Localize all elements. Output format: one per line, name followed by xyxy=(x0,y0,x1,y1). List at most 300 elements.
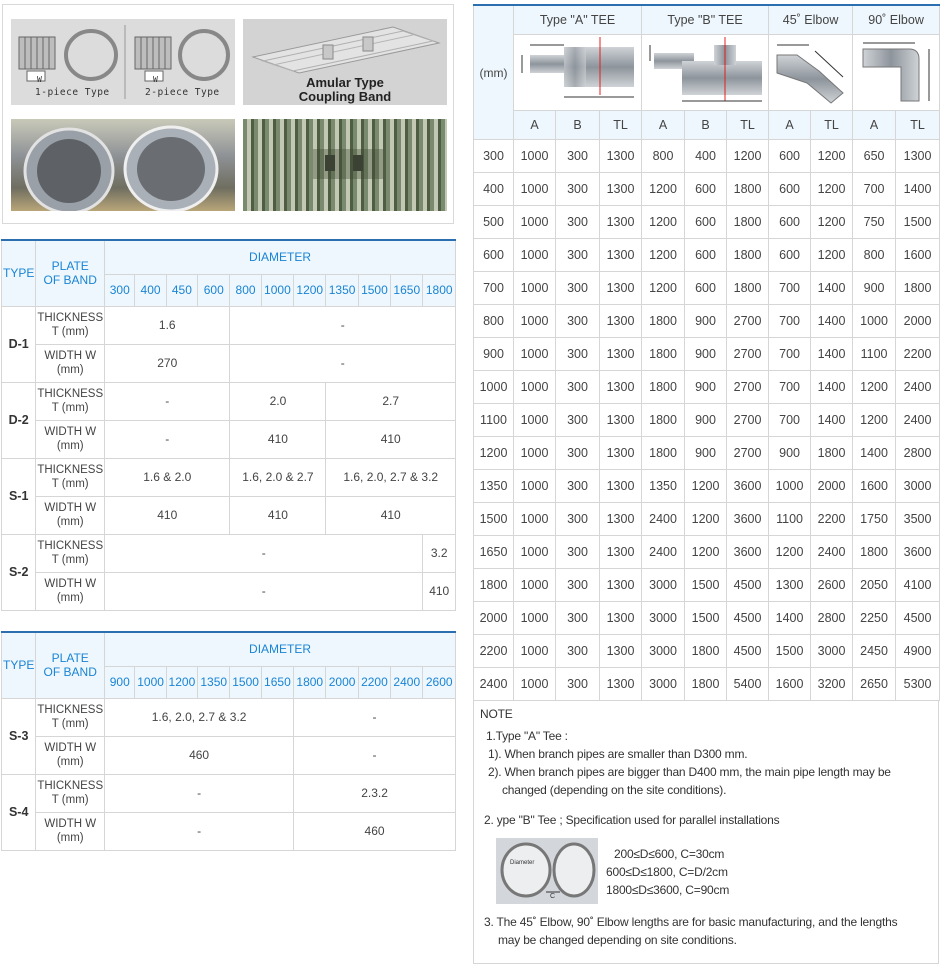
dimension-row xyxy=(474,239,940,272)
dimension-rows xyxy=(474,140,940,701)
dimension-value-cell: 900 xyxy=(853,272,896,305)
dimension-value-cell: 300 xyxy=(556,569,600,602)
diameter-col: 1800 xyxy=(423,274,456,306)
unit-label: (mm) xyxy=(474,5,514,140)
dimension-value-cell: 2000 xyxy=(811,470,853,503)
pipe-diameter-cell: 1500 xyxy=(474,503,514,536)
dimension-value-cell: 1000 xyxy=(514,602,556,635)
diameter-col: 1500 xyxy=(358,274,390,306)
dimension-row xyxy=(474,470,940,503)
dimension-value-cell: 4100 xyxy=(896,569,940,602)
dimension-value-cell: 1300 xyxy=(600,239,642,272)
dimension-value-cell: 1400 xyxy=(769,602,811,635)
sub-header: A xyxy=(853,111,896,140)
dimension-value-cell: 1400 xyxy=(811,272,853,305)
dimension-value-cell: 1500 xyxy=(685,602,727,635)
dimension-value-cell: 2400 xyxy=(642,503,685,536)
note-item-1-1: 1). When branch pipes are smaller than D300 mm. xyxy=(488,747,748,761)
dimension-value-cell: 800 xyxy=(642,140,685,173)
dimension-value-cell: 2000 xyxy=(896,305,940,338)
dimension-value-cell: 300 xyxy=(556,173,600,206)
diameter-col: 1200 xyxy=(294,274,326,306)
dimension-value-cell: 1800 xyxy=(685,635,727,668)
dimension-value-cell: 700 xyxy=(769,371,811,404)
diameter-col: 2600 xyxy=(423,666,456,698)
coupling-spec-table-2 xyxy=(1,631,456,851)
dimension-value-cell: 2700 xyxy=(727,338,769,371)
dimension-value-cell: 300 xyxy=(556,305,600,338)
spec-value: - xyxy=(105,420,230,458)
diameter-col: 600 xyxy=(198,274,230,306)
amular-coupling-photo xyxy=(243,19,447,105)
spec-value: 460 xyxy=(105,736,294,774)
dimension-row xyxy=(474,173,940,206)
dimension-value-cell: 300 xyxy=(556,602,600,635)
spec-value: - xyxy=(105,534,423,572)
pipe-diameter-cell: 300 xyxy=(474,140,514,173)
spec-value: 410 xyxy=(423,572,456,610)
dimension-value-cell: 2700 xyxy=(727,404,769,437)
dimension-value-cell: 1800 xyxy=(642,371,685,404)
spec-value: 1.6, 2.0, 2.7 & 3.2 xyxy=(326,458,456,496)
dimension-value-cell: 1300 xyxy=(600,503,642,536)
dimension-value-cell: 1800 xyxy=(642,437,685,470)
pipe-diameter-cell: 700 xyxy=(474,272,514,305)
spec-value: 2.0 xyxy=(230,382,326,420)
dimension-value-cell: 1500 xyxy=(685,569,727,602)
dimension-value-cell: 1400 xyxy=(811,338,853,371)
spec-value: - xyxy=(230,306,456,344)
dimension-value-cell: 3000 xyxy=(642,668,685,701)
elbow-90-figure xyxy=(853,35,940,111)
dimension-value-cell: 600 xyxy=(685,173,727,206)
dimension-value-cell: 2250 xyxy=(853,602,896,635)
sub-header: TL xyxy=(600,111,642,140)
thickness-label: THICKNESS T (mm) xyxy=(36,534,105,572)
dimension-value-cell: 650 xyxy=(853,140,896,173)
coupling-installed-photo xyxy=(243,119,447,211)
type-a-tee-header: Type "A" TEE xyxy=(514,5,642,35)
dimension-value-cell: 3000 xyxy=(811,635,853,668)
dimension-row xyxy=(474,503,940,536)
dimension-value-cell: 5400 xyxy=(727,668,769,701)
thickness-label: THICKNESS T (mm) xyxy=(36,306,105,344)
width-label: WIDTH W (mm) xyxy=(36,572,105,610)
dimension-value-cell: 1350 xyxy=(642,470,685,503)
elbow-45-drawing xyxy=(769,35,853,107)
dimension-value-cell: 750 xyxy=(853,206,896,239)
dimension-value-cell: 1000 xyxy=(514,536,556,569)
product-photo-panel xyxy=(2,4,454,224)
dimension-row xyxy=(474,206,940,239)
diameter-col: 1650 xyxy=(261,666,293,698)
diameter-col: 900 xyxy=(105,666,135,698)
type-s3: S-3 xyxy=(2,698,36,774)
pipe-diameter-cell: 500 xyxy=(474,206,514,239)
dimension-value-cell: 1000 xyxy=(853,305,896,338)
spec-value: - xyxy=(105,382,230,420)
dimension-value-cell: 1300 xyxy=(600,173,642,206)
dimension-value-cell: 1000 xyxy=(514,140,556,173)
dimension-value-cell: 1300 xyxy=(600,371,642,404)
dimension-value-cell: 1000 xyxy=(514,173,556,206)
dimension-value-cell: 3600 xyxy=(727,536,769,569)
dimension-value-cell: 1300 xyxy=(600,602,642,635)
dimension-value-cell: 1800 xyxy=(685,668,727,701)
dimension-value-cell: 1000 xyxy=(514,404,556,437)
dimension-value-cell: 1400 xyxy=(811,404,853,437)
dimension-value-cell: 3000 xyxy=(642,635,685,668)
dimension-value-cell: 1100 xyxy=(769,503,811,536)
dimension-row xyxy=(474,305,940,338)
dimension-row xyxy=(474,635,940,668)
dimension-value-cell: 800 xyxy=(853,239,896,272)
dimension-value-cell: 300 xyxy=(556,338,600,371)
dimension-value-cell: 1300 xyxy=(600,206,642,239)
dimension-value-cell: 1400 xyxy=(811,305,853,338)
dimension-value-cell: 4900 xyxy=(896,635,940,668)
dimension-value-cell: 2050 xyxy=(853,569,896,602)
sub-header: TL xyxy=(896,111,940,140)
pipe-diameter-cell: 1100 xyxy=(474,404,514,437)
spec-value: 1.6, 2.0, 2.7 & 3.2 xyxy=(105,698,294,736)
dimension-row xyxy=(474,272,940,305)
dimension-value-cell: 600 xyxy=(685,206,727,239)
coupling-spec-table-1 xyxy=(1,239,456,611)
w-mark-1: W xyxy=(37,75,43,84)
dimension-value-cell: 900 xyxy=(685,437,727,470)
note-item-1-title: 1.Type "A" Tee : xyxy=(486,729,568,743)
dimension-value-cell: 1200 xyxy=(853,404,896,437)
dimension-value-cell: 1800 xyxy=(727,272,769,305)
dimension-value-cell: 2400 xyxy=(642,536,685,569)
dimension-value-cell: 1200 xyxy=(727,140,769,173)
sub-header: B xyxy=(685,111,727,140)
pipe-diameter-cell: 1350 xyxy=(474,470,514,503)
installed-band-drawing xyxy=(243,119,447,211)
dimension-value-cell: 1000 xyxy=(514,206,556,239)
dimension-value-cell: 2600 xyxy=(811,569,853,602)
dimension-value-cell: 1800 xyxy=(727,239,769,272)
dimension-value-cell: 2400 xyxy=(896,404,940,437)
dimension-value-cell: 1000 xyxy=(514,437,556,470)
sub-header: A xyxy=(642,111,685,140)
dimension-value-cell: 2450 xyxy=(853,635,896,668)
dimension-value-cell: 1300 xyxy=(600,437,642,470)
dimension-value-cell: 2400 xyxy=(896,371,940,404)
dimension-value-cell: 1800 xyxy=(642,305,685,338)
dimension-value-cell: 4500 xyxy=(727,569,769,602)
dimension-value-cell: 3000 xyxy=(896,470,940,503)
thickness-label: THICKNESS T (mm) xyxy=(36,458,105,496)
elbow-45-figure xyxy=(769,35,853,111)
elbow-90-header: 90˚ Elbow xyxy=(853,5,940,35)
sub-header: TL xyxy=(727,111,769,140)
diameter-col: 1800 xyxy=(294,666,326,698)
dimension-value-cell: 3600 xyxy=(727,470,769,503)
dimension-value-cell: 700 xyxy=(769,404,811,437)
width-label: WIDTH W (mm) xyxy=(36,736,105,774)
type-a-tee-figure xyxy=(514,35,642,111)
dimension-value-cell: 900 xyxy=(685,371,727,404)
type-b-tee-drawing xyxy=(642,35,769,107)
spec-value: 410 xyxy=(326,496,456,534)
dimension-value-cell: 700 xyxy=(769,338,811,371)
dimension-value-cell: 1800 xyxy=(853,536,896,569)
dimension-value-cell: 300 xyxy=(556,503,600,536)
spec-value: 410 xyxy=(326,420,456,458)
fig-diameter-label: Diameter xyxy=(510,860,535,866)
dimension-value-cell: 1000 xyxy=(514,305,556,338)
dimension-value-cell: 1200 xyxy=(811,140,853,173)
dimension-value-cell: 600 xyxy=(769,206,811,239)
dimension-value-cell: 1300 xyxy=(600,536,642,569)
note-item-3: 3. The 45˚ Elbow, 90˚ Elbow lengths are for basic manufacturing, and the lengths xyxy=(484,915,898,929)
diameter-col: 1500 xyxy=(230,666,261,698)
width-label: WIDTH W (mm) xyxy=(36,812,105,850)
dimension-value-cell: 5300 xyxy=(896,668,940,701)
dimension-value-cell: 600 xyxy=(769,173,811,206)
dimension-value-cell: 600 xyxy=(685,272,727,305)
dimension-value-cell: 1000 xyxy=(514,338,556,371)
dimension-value-cell: 300 xyxy=(556,206,600,239)
dimension-value-cell: 300 xyxy=(556,371,600,404)
dimension-value-cell: 1800 xyxy=(642,338,685,371)
c-spec-1: 200≤D≤600, C=30cm xyxy=(614,847,725,861)
spec-value: 410 xyxy=(230,496,326,534)
diameter-col: 2000 xyxy=(326,666,358,698)
pipe-diameter-cell: 400 xyxy=(474,173,514,206)
dimension-value-cell: 1200 xyxy=(642,239,685,272)
dimension-value-cell: 1300 xyxy=(600,272,642,305)
dimension-value-cell: 700 xyxy=(769,272,811,305)
spec-value: 410 xyxy=(105,496,230,534)
width-label: WIDTH W (mm) xyxy=(36,420,105,458)
dimension-value-cell: 700 xyxy=(853,173,896,206)
dimension-value-cell: 900 xyxy=(685,404,727,437)
note-item-3-cont: may be changed depending on site conditions. xyxy=(498,933,737,947)
diameter-header: DIAMETER xyxy=(105,632,456,666)
diameter-col: 1000 xyxy=(261,274,293,306)
dimension-value-cell: 1800 xyxy=(811,437,853,470)
dimension-value-cell: 1000 xyxy=(514,503,556,536)
elbow-90-drawing xyxy=(853,35,940,107)
dimension-value-cell: 3600 xyxy=(727,503,769,536)
dimension-value-cell: 1000 xyxy=(514,470,556,503)
dimension-value-cell: 1800 xyxy=(896,272,940,305)
spec-value: 410 xyxy=(230,420,326,458)
type-s1: S-1 xyxy=(2,458,36,534)
dimension-value-cell: 1200 xyxy=(811,239,853,272)
note-title: NOTE xyxy=(480,707,513,721)
sub-header: TL xyxy=(811,111,853,140)
dimension-value-cell: 1100 xyxy=(853,338,896,371)
dimension-value-cell: 2400 xyxy=(811,536,853,569)
pipe-diameter-cell: 800 xyxy=(474,305,514,338)
diameter-header: DIAMETER xyxy=(105,240,456,274)
dimension-value-cell: 3000 xyxy=(642,569,685,602)
dimension-value-cell: 2700 xyxy=(727,371,769,404)
dimension-value-cell: 1000 xyxy=(514,668,556,701)
dimension-value-cell: 1000 xyxy=(514,635,556,668)
c-spec-2: 600≤D≤1800, C=D/2cm xyxy=(606,865,728,879)
pipe-diameter-cell: 600 xyxy=(474,239,514,272)
elbow-45-header: 45˚ Elbow xyxy=(769,5,853,35)
pipe-diameter-cell: 1000 xyxy=(474,371,514,404)
spec-value: 3.2 xyxy=(423,534,456,572)
spec-value: 1.6, 2.0 & 2.7 xyxy=(230,458,326,496)
dimension-value-cell: 1800 xyxy=(727,173,769,206)
pipe-diameter-cell: 2000 xyxy=(474,602,514,635)
dimension-value-cell: 300 xyxy=(556,272,600,305)
dimension-value-cell: 1300 xyxy=(769,569,811,602)
dimension-value-cell: 1600 xyxy=(896,239,940,272)
type-a-tee-drawing xyxy=(514,35,642,107)
dimension-value-cell: 4500 xyxy=(727,602,769,635)
spec-value: 2.3.2 xyxy=(294,774,456,812)
dimension-value-cell: 2800 xyxy=(896,437,940,470)
type-b-tee-header: Type "B" TEE xyxy=(642,5,769,35)
note-item-2-title: 2. ype "B" Tee ; Specification used for parallel installations xyxy=(484,813,780,827)
dimension-value-cell: 300 xyxy=(556,668,600,701)
dimension-value-cell: 1600 xyxy=(769,668,811,701)
sub-header: A xyxy=(769,111,811,140)
diameter-col: 2400 xyxy=(391,666,423,698)
pipe-diameter-cell: 2200 xyxy=(474,635,514,668)
dimension-value-cell: 300 xyxy=(556,437,600,470)
spec-value: - xyxy=(294,698,456,736)
dimension-row xyxy=(474,602,940,635)
c-spec-3: 1800≤D≤3600, C=90cm xyxy=(606,883,730,897)
dimension-value-cell: 1200 xyxy=(642,272,685,305)
spec-value: 2.7 xyxy=(326,382,456,420)
fitting-dimension-table xyxy=(473,4,940,701)
dimension-value-cell: 400 xyxy=(685,140,727,173)
dimension-value-cell: 300 xyxy=(556,635,600,668)
dimension-value-cell: 1400 xyxy=(811,371,853,404)
width-label: WIDTH W (mm) xyxy=(36,344,105,382)
sub-header: A xyxy=(514,111,556,140)
diameter-col: 800 xyxy=(230,274,261,306)
type-b-tee-figure xyxy=(642,35,769,111)
dimension-value-cell: 1200 xyxy=(811,206,853,239)
spec-value: - xyxy=(105,774,294,812)
dimension-value-cell: 1750 xyxy=(853,503,896,536)
pipe-diameter-cell: 900 xyxy=(474,338,514,371)
thickness-label: THICKNESS T (mm) xyxy=(36,698,105,736)
dimension-value-cell: 1300 xyxy=(600,635,642,668)
dimension-value-cell: 900 xyxy=(769,437,811,470)
dimension-value-cell: 2800 xyxy=(811,602,853,635)
diameter-col: 1200 xyxy=(166,666,197,698)
type-header: TYPE xyxy=(2,632,36,698)
dimension-value-cell: 1200 xyxy=(853,371,896,404)
corrugated-pipe-photo xyxy=(11,119,235,211)
spec-value: - xyxy=(105,812,294,850)
c-spacing-figure xyxy=(496,838,598,904)
w-mark-2: W xyxy=(153,75,159,84)
dimension-row xyxy=(474,437,940,470)
dimension-value-cell: 1000 xyxy=(514,371,556,404)
dimension-value-cell: 1300 xyxy=(600,668,642,701)
spec-value: - xyxy=(230,344,456,382)
diameter-col: 400 xyxy=(135,274,166,306)
two-piece-caption: 2-piece Type xyxy=(145,87,220,98)
dimension-value-cell: 1300 xyxy=(896,140,940,173)
dimension-value-cell: 1000 xyxy=(769,470,811,503)
dimension-value-cell: 300 xyxy=(556,140,600,173)
dimension-row xyxy=(474,338,940,371)
dimension-value-cell: 300 xyxy=(556,470,600,503)
dimension-value-cell: 700 xyxy=(769,305,811,338)
plate-header: PLATE OF BAND xyxy=(36,632,105,698)
note-item-1-2-cont: changed (depending on the site conditions). xyxy=(502,783,727,797)
dimension-value-cell: 3500 xyxy=(896,503,940,536)
dimension-value-cell: 900 xyxy=(685,305,727,338)
dimension-value-cell: 600 xyxy=(685,239,727,272)
dimension-value-cell: 1200 xyxy=(642,206,685,239)
diameter-col: 1350 xyxy=(198,666,230,698)
dimension-value-cell: 1800 xyxy=(642,404,685,437)
coupling-title-line2: Coupling Band xyxy=(298,89,392,104)
dimension-row xyxy=(474,668,940,701)
dimension-value-cell: 1200 xyxy=(685,536,727,569)
one-piece-caption: 1-piece Type xyxy=(35,87,110,98)
dimension-value-cell: 2200 xyxy=(811,503,853,536)
diameter-col: 300 xyxy=(105,274,135,306)
thickness-label: THICKNESS T (mm) xyxy=(36,774,105,812)
pipe-diameter-cell: 1650 xyxy=(474,536,514,569)
dimension-value-cell: 2650 xyxy=(853,668,896,701)
type-s4: S-4 xyxy=(2,774,36,850)
dimension-value-cell: 1300 xyxy=(600,404,642,437)
spec-value: 1.6 xyxy=(105,306,230,344)
dimension-value-cell: 600 xyxy=(769,239,811,272)
dimension-value-cell: 1200 xyxy=(685,470,727,503)
dimension-value-cell: 1500 xyxy=(769,635,811,668)
dimension-value-cell: 1000 xyxy=(514,239,556,272)
dimension-value-cell: 1800 xyxy=(727,206,769,239)
spec-value: - xyxy=(105,572,423,610)
spec-value: 460 xyxy=(294,812,456,850)
type-d1: D-1 xyxy=(2,306,36,382)
dimension-value-cell: 4500 xyxy=(896,602,940,635)
plate-header: PLATE OF BAND xyxy=(36,240,105,306)
pipe-ends-drawing xyxy=(11,119,235,211)
dimension-value-cell: 1200 xyxy=(685,503,727,536)
dimension-value-cell: 2700 xyxy=(727,437,769,470)
dimension-value-cell: 1300 xyxy=(600,470,642,503)
dimension-value-cell: 2200 xyxy=(896,338,940,371)
dimension-value-cell: 1600 xyxy=(853,470,896,503)
diameter-col: 1350 xyxy=(326,274,358,306)
sub-header: B xyxy=(556,111,600,140)
dimension-row xyxy=(474,536,940,569)
dimension-value-cell: 3600 xyxy=(896,536,940,569)
spec-value: 270 xyxy=(105,344,230,382)
spec-value: 1.6 & 2.0 xyxy=(105,458,230,496)
dimension-value-cell: 1200 xyxy=(811,173,853,206)
dimension-value-cell: 1400 xyxy=(896,173,940,206)
diameter-col: 1650 xyxy=(391,274,423,306)
dimension-value-cell: 600 xyxy=(769,140,811,173)
thickness-label: THICKNESS T (mm) xyxy=(36,382,105,420)
dimension-value-cell: 1400 xyxy=(853,437,896,470)
pipe-diameter-cell: 2400 xyxy=(474,668,514,701)
diameter-col: 1000 xyxy=(135,666,166,698)
dimension-row xyxy=(474,140,940,173)
type-s2: S-2 xyxy=(2,534,36,610)
